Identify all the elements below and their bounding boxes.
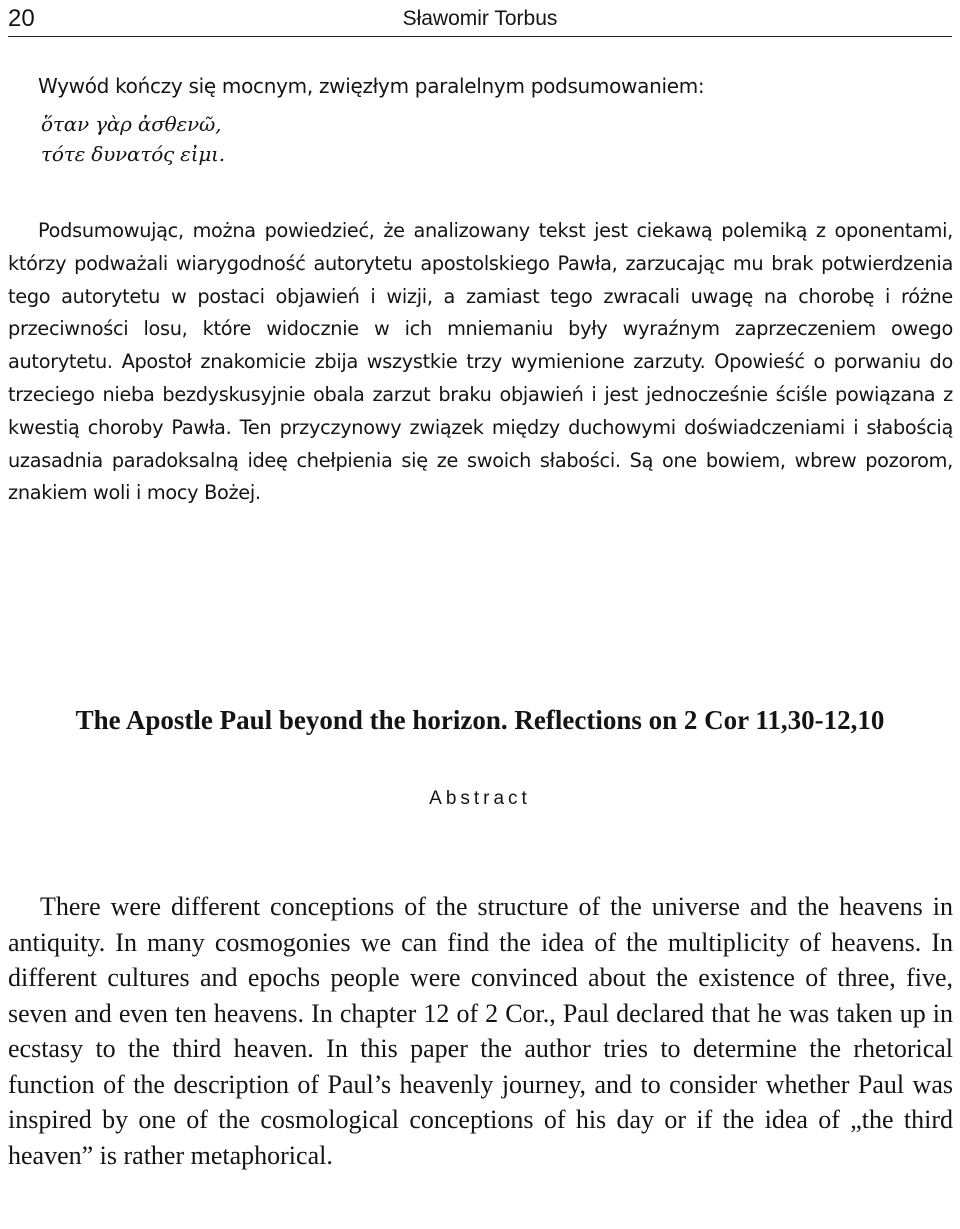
abstract-paragraph: There were different conceptions of the structure of the universe and the heavens in antiquity. In many cosmogonies we can find the idea of the multiplicity of heavens. In different cultures and epochs people were convinced about the existence of three, five, seven and even ten heavens. In chapter 12 of 2 Cor., Paul declared that he was taken up in ecstasy to the third heaven. In this paper the author tries to determine the rhetorical function of the description of Paul’s heavenly journey, and to consider whether Paul was inspired by one of the cosmological conceptions of his day or if the idea of „the third heaven” is rather metaphorical. [8,892,953,1170]
page-number: 20 [8,5,35,32]
summary-paragraph: Podsumowując, można powiedzieć, że analizowany tekst jest ciekawą polemiką z oponentami, którzy podważali wiarygodność autorytetu apostolskiego Pawła, zarzucając mu brak potwierdzenia tego autorytetu w postaci objawień i wizji, a zamiast tego zwracali uwagę na chorobę i różne przeciwności losu, które widocznie w ich mniemaniu były wyraźnym zaprzeczeniem owego autorytetu. Apostoł znakomicie zbija wszystkie trzy wymienione zarzuty. Opowieść o porwaniu do trzeciego nieba bezdyskusyjnie obala zarzut braku objawień i jest jednocześnie ściśle powiązana z kwestią choroby Pawła. Ten przyczynowy związek między duchowymi doświadczeniami i słabością uzasadnia paradoksalną ideę chełpienia się ze swoich słabości. Są one bowiem, wbrew pozorom, znakiem woli i mocy Bożej. [8,219,953,505]
greek-quotation-line-1: ὅταν γὰρ ἀσθενῶ, [41,112,222,136]
abstract-heading: Abstract [429,788,531,809]
running-header-author: Sławomir Torbus [402,7,558,30]
running-header [8,2,952,37]
article-title: The Apostle Paul beyond the horizon. Reflections on 2 Cor 11,30-12,10 [75,705,885,735]
greek-quotation [41,109,225,169]
intro-sentence: Wywód kończy się mocnym, zwięzłym paralelnym podsumowaniem: [38,74,705,98]
greek-quotation-line-2: τότε δυνατός εἰμι. [41,142,225,166]
